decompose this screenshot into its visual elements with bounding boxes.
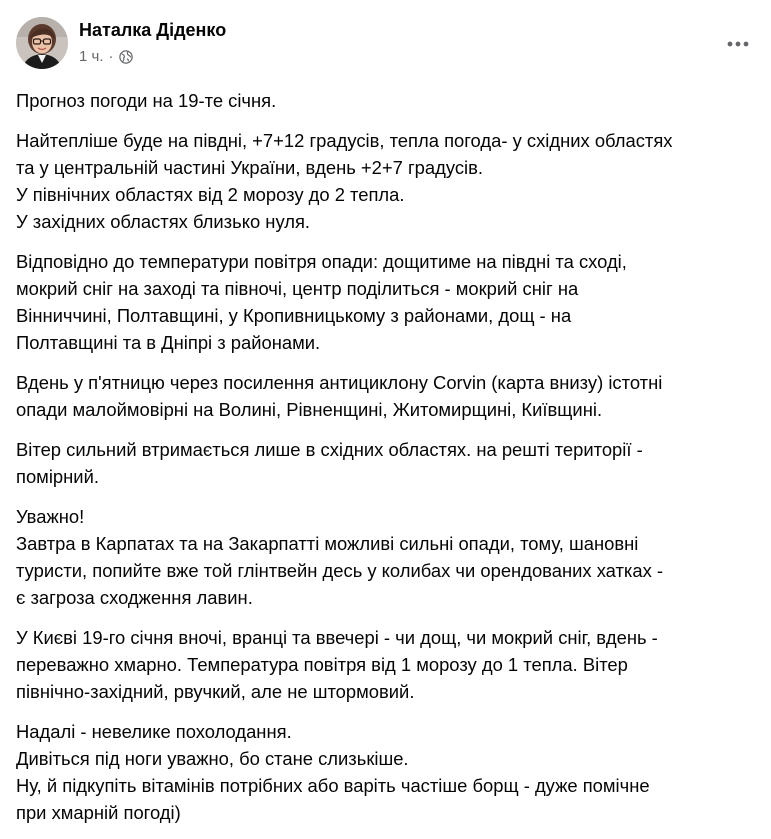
- post-paragraph: [16, 87, 761, 114]
- more-options-icon: [727, 41, 749, 47]
- post-line: Дивіться під ноги уважно, бо стане слизькіше.: [16, 748, 409, 769]
- post-line: Прогноз погоди на 19-те січня.: [16, 90, 277, 111]
- post-line: Відповідно до температури повітря опади: дощитиме на півдні та сході,: [16, 251, 627, 272]
- post-paragraph: [16, 127, 761, 235]
- more-options-button[interactable]: [720, 26, 756, 62]
- author-name[interactable]: Наталка Діденко: [79, 20, 227, 40]
- post-paragraph: [16, 624, 761, 705]
- post-paragraph: [16, 718, 761, 826]
- post-line: Завтра в Карпатах та на Закарпатті можливі сильні опади, тому, шановні: [16, 533, 639, 554]
- meta-separator: ·: [108, 48, 114, 65]
- post-paragraph: [16, 248, 761, 356]
- post-line: мокрий сніг на заході та півночі, центр поділиться - мокрий сніг на: [16, 278, 579, 299]
- post-line: переважно хмарно. Температура повітря від 1 морозу до 1 тепла. Вітер: [16, 654, 628, 675]
- globe-icon[interactable]: [119, 50, 133, 64]
- post-line: помірний.: [16, 466, 99, 487]
- post-paragraph: [16, 436, 761, 490]
- post-header: [16, 16, 756, 76]
- post-line: опади малоймовірні на Волині, Рівненщині, Житомирщині, Київщині.: [16, 399, 603, 420]
- post-line: та у центральній частині України, вдень +2+7 градусів.: [16, 157, 484, 178]
- author-avatar[interactable]: [16, 17, 68, 69]
- profile-photo-icon: [16, 17, 68, 69]
- post-line: Ну, й підкупіть вітамінів потрібних або варіть частіше борщ - дуже помічне: [16, 775, 650, 796]
- post-paragraph: [16, 369, 761, 423]
- post-line: У Києві 19-го січня вночі, вранці та ввечері - чи дощ, чи мокрий сніг, вдень -: [16, 627, 658, 648]
- post-line: туристи, попийте вже той глінтвейн десь у колибах чи орендованих хатках -: [16, 560, 664, 581]
- post-line: при хмарній погоді): [16, 802, 181, 823]
- post-line: Надалі - невелике похолодання.: [16, 721, 292, 742]
- post-time[interactable]: 1 ч.: [79, 48, 104, 65]
- post-line: Найтепліше буде на півдні, +7+12 градусів, тепла погода- у східних областях: [16, 130, 673, 151]
- post-line: У західних областях близько нуля.: [16, 211, 311, 232]
- post-line: Вінниччині, Полтавщині, у Кропивницькому з районами, дощ - на: [16, 305, 572, 326]
- post-text: [16, 87, 761, 839]
- post-line: У північних областях від 2 морозу до 2 тепла.: [16, 184, 405, 205]
- post-line: Вітер сильний втримається лише в східних областях. на решті території -: [16, 439, 643, 460]
- post-line: Вдень у п'ятницю через посилення антициклону Corvin (карта внизу) істотні: [16, 372, 663, 393]
- post-paragraph: [16, 503, 761, 611]
- post-line: є загроза сходження лавин.: [16, 587, 253, 608]
- post-meta: [79, 48, 133, 65]
- post-line: північно-західний, рвучкий, але не штормовий.: [16, 681, 415, 702]
- post-line: Полтавщині та в Дніпрі з районами.: [16, 332, 321, 353]
- post-line: Уважно!: [16, 506, 85, 527]
